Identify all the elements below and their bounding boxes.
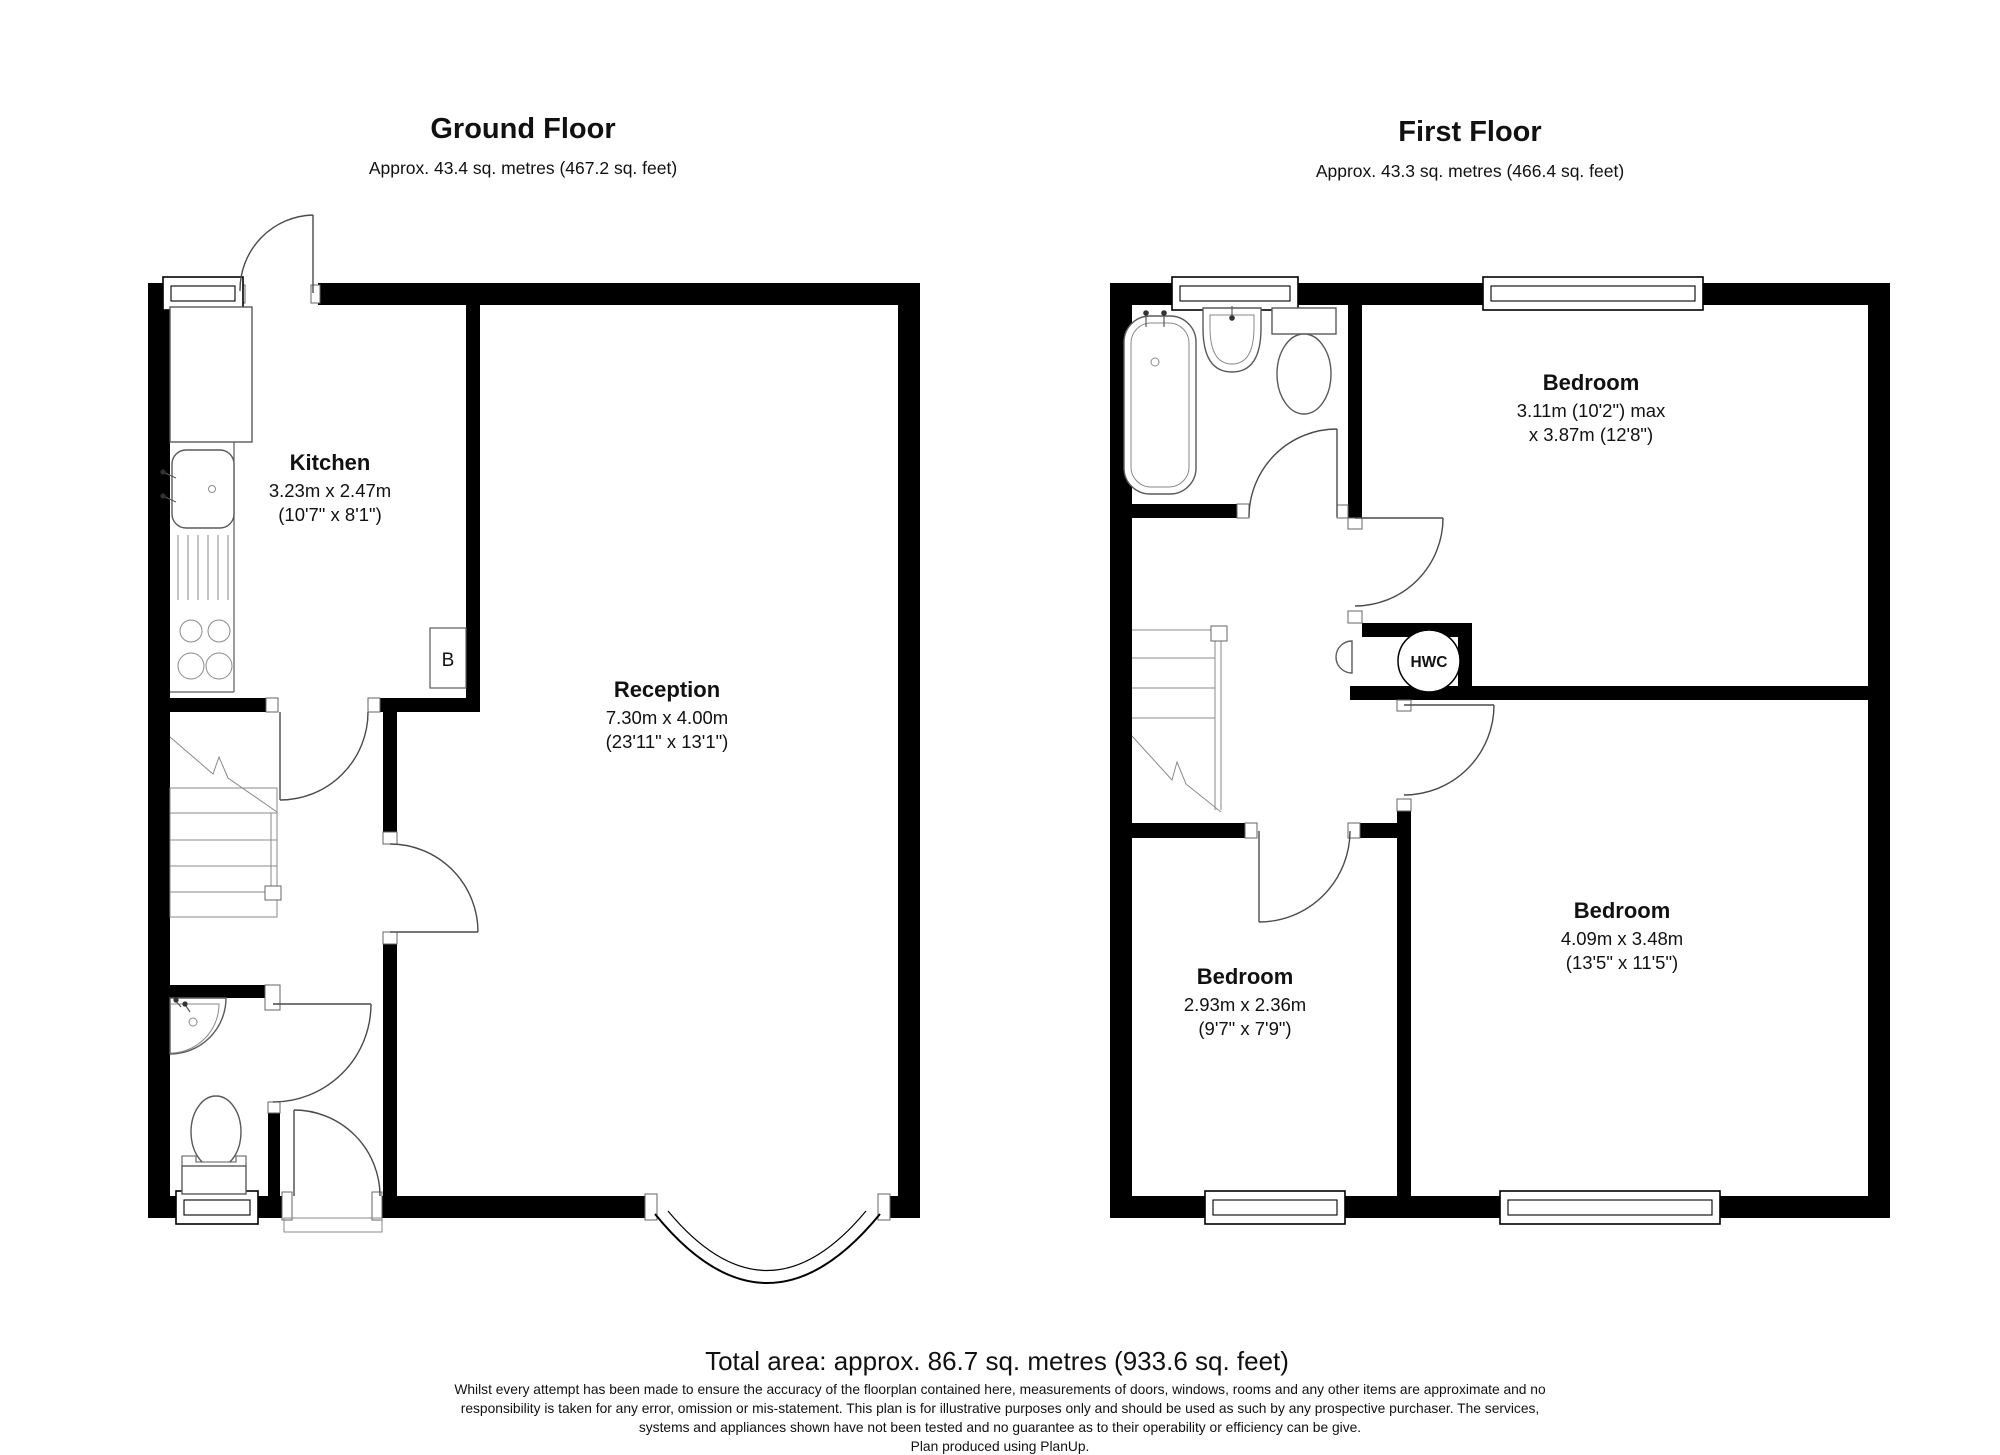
bathroom-sink: [1203, 306, 1261, 372]
back-bedroom-dims-metric: 4.09m x 3.48m: [1560, 928, 1684, 949]
ground-floor-plan: [148, 113, 920, 1283]
small-bedroom-door: [1259, 831, 1350, 922]
bathroom-window: [1172, 277, 1298, 310]
kitchen-label: [269, 450, 391, 525]
reception-name: Reception: [613, 677, 721, 702]
small-bedroom-name: Bedroom: [1196, 964, 1294, 989]
first-floor-subtitle: Approx. 43.3 sq. metres (466.4 sq. feet): [1315, 161, 1625, 181]
back-door: [284, 1110, 382, 1232]
hwc-door: [1336, 641, 1352, 673]
bay-window: [655, 1211, 880, 1283]
back-bedroom-dims-imperial: (13'5" x 11'5"): [1565, 952, 1679, 973]
first-floor-plan: [1110, 116, 1890, 1224]
bathroom-door: [1249, 429, 1337, 517]
wc-toilet: [182, 1096, 246, 1194]
ground-floor-walls: [148, 283, 920, 1218]
front-bedroom-window: [1483, 277, 1703, 310]
first-floor-door-jambs: [1237, 504, 1411, 838]
footer: [454, 1346, 1546, 1454]
kitchen-dims-metric: 3.23m x 2.47m: [268, 480, 392, 501]
hwc-tank: [1398, 630, 1460, 692]
kitchen-sink: [160, 450, 234, 528]
kitchen-dims-imperial: (10'7" x 8'1"): [278, 504, 382, 525]
kitchen-hob: [178, 620, 232, 679]
boiler-box: [430, 628, 466, 688]
disclaimer-line-1: Whilst every attempt has been made to ensure the accuracy of the floorplan contained here, measurements of doors, windows, rooms and any other items are approximate and no: [454, 1382, 1546, 1397]
first-floor-walls: [1110, 283, 1890, 1218]
back-bedroom-window: [1500, 1191, 1720, 1224]
reception-label: [606, 677, 729, 752]
front-bedroom-label: [1517, 370, 1666, 445]
front-bedroom-door: [1355, 518, 1443, 606]
reception-door: [390, 844, 478, 932]
ground-floor-subtitle: Approx. 43.4 sq. metres (467.2 sq. feet): [368, 158, 678, 178]
boiler-label: B: [441, 650, 455, 671]
total-area-text: Total area: approx. 86.7 sq. metres (933.6 sq. feet): [705, 1346, 1289, 1376]
back-bedroom-label: [1561, 898, 1683, 973]
ground-floor-stairs: [170, 737, 281, 917]
bathroom-toilet: [1272, 308, 1336, 414]
kitchen-drainer: [178, 535, 228, 600]
front-door: [240, 215, 313, 293]
wc-door: [273, 1004, 371, 1102]
wc-window: [176, 1191, 258, 1224]
reception-dims-metric: 7.30m x 4.00m: [605, 707, 729, 728]
bath-fixture: [1124, 310, 1196, 494]
first-floor-stairs: [1132, 626, 1227, 812]
reception-dims-imperial: (23'11" x 13'1"): [605, 731, 729, 752]
wc-basin: [170, 997, 226, 1054]
disclaimer-line-4: Plan produced using PlanUp.: [910, 1439, 1090, 1454]
small-bedroom-dims-metric: 2.93m x 2.36m: [1183, 994, 1307, 1015]
small-bedroom-dims-imperial: (9'7" x 7'9"): [1198, 1018, 1292, 1039]
ground-floor-title: Ground Floor: [430, 113, 616, 145]
first-floor-title: First Floor: [1398, 116, 1542, 148]
front-bedroom-dims-metric: 3.11m (10'2") max: [1516, 400, 1666, 421]
back-bedroom-door: [1404, 705, 1494, 795]
front-bedroom-dims-imperial: x 3.87m (12'8"): [1528, 424, 1654, 445]
front-bedroom-name: Bedroom: [1542, 370, 1640, 395]
small-bedroom-window: [1205, 1191, 1345, 1224]
kitchen-door: [280, 712, 368, 800]
disclaimer-line-2: responsibility is taken for any error, omission or mis-statement. This plan is for illustrative purposes only and should be used as such by any prospective purchaser. The services,: [460, 1401, 1540, 1416]
hwc-label: HWC: [1410, 654, 1448, 671]
kitchen-name: Kitchen: [289, 450, 371, 475]
small-bedroom-label: [1184, 964, 1306, 1039]
disclaimer-line-3: systems and appliances shown have not been tested and no guarantee as to their operability or efficiency can be give.: [638, 1420, 1362, 1435]
kitchen-window: [163, 277, 243, 310]
back-bedroom-name: Bedroom: [1573, 898, 1671, 923]
